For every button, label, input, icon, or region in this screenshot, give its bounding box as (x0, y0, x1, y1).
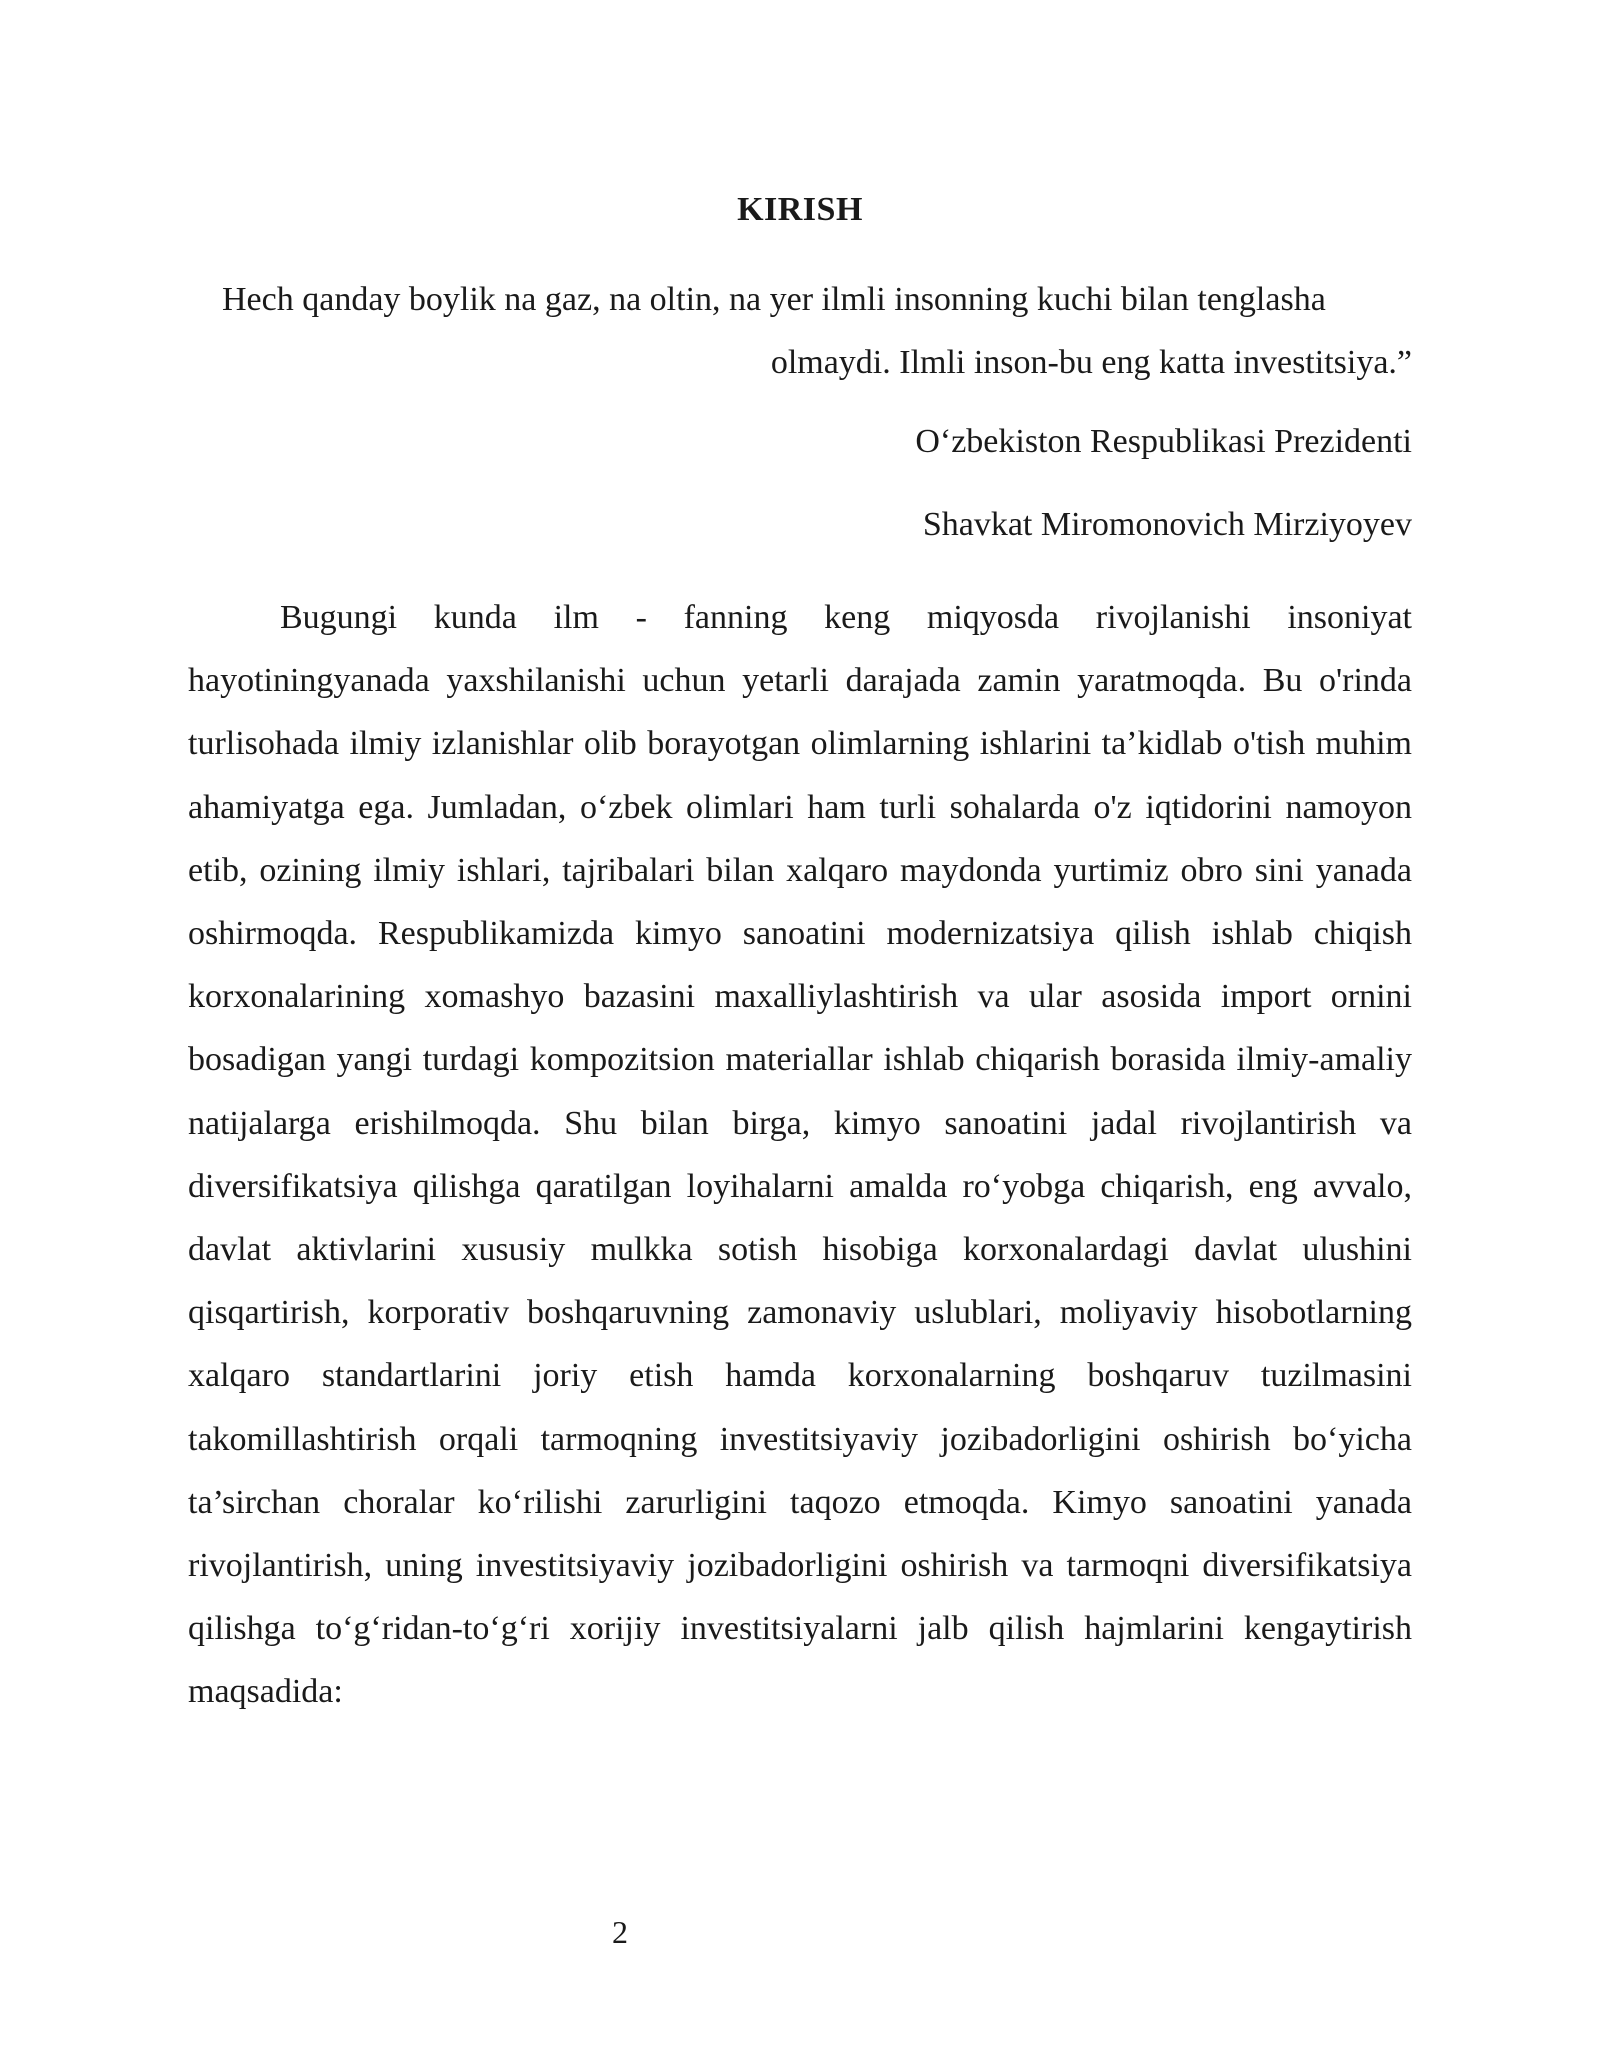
epigraph-line-1: Hech qanday boylik na gaz, na oltin, na yer ilmli insonning kuchi bilan tenglasha (222, 281, 1326, 318)
epigraph-line-2: olmaydi. Ilmli inson-bu eng katta investitsiya.” (770, 344, 1412, 381)
body-paragraph: Bugungi kunda ilm - fanning keng miqyosda rivojlanishi insoniyat hayotiningyanada yaxshilanishi uchun yetarli darajada zamin yaratmoqda. Bu o'rinda turlisohada ilmiy izlanishlar olib borayotgan olimlarning ishlarini ta’kidlab o'tish muhim ahamiyatga ega. Jumladan, o‘zbek olimlari ham turli sohalarda o'z iqtidorini namoyon etib, ozining ilmiy ishlari, tajribalari bilan xalqaro maydonda yurtimiz obro sini yanada oshirmoqda. Respublikamizda kimyo sanoatini modernizatsiya qilish ishlab chiqish korxonalarining xomashyo bazasini maxalliylashtirish va ular asosida import ornini bosadigan yangi turdagi kompozitsion materiallar ishlab chiqarish borasida ilmiy-amaliy natijalarga erishilmoqda. Shu bilan birga, kimyo sanoatini jadal rivojlantirish va diversifikatsiya qilishga qaratilgan loyihalarni amalda ro‘yobga chiqarish, eng avvalo, davlat aktivlarini xususiy mulkka sotish hisobiga korxonalardagi davlat ulushini qisqartirish, korporativ boshqaruvning zamonaviy uslublari, moliyaviy hisobotlarning xalqaro standartlarini joriy etish hamda korxonalarning boshqaruv tuzilmasini takomillashtirish orqali tarmoqning investitsiyaviy jozibadorligini oshirish bo‘yicha ta’sirchan choralar ko‘rilishi zarurligini taqozo etmoqda. Kimyo sanoatini yanada rivojlantirish, uning investitsiyaviy jozibadorligini oshirish va tarmoqni diversifikatsiya qilishga to‘g‘ridan-to‘g‘ri xorijiy investitsiyalarni jalb qilish hajmlarini kengaytirish maqsadida: (188, 599, 1412, 1711)
section-heading: KIRISH (737, 191, 863, 228)
epigraph-quote (222, 268, 1412, 394)
page-number: 2 (612, 1914, 628, 1950)
attribution-name: Shavkat Miromonovich Mirziyoyev (922, 506, 1412, 543)
attribution-position: O‘zbekiston Respublikasi Prezidenti (915, 423, 1412, 460)
